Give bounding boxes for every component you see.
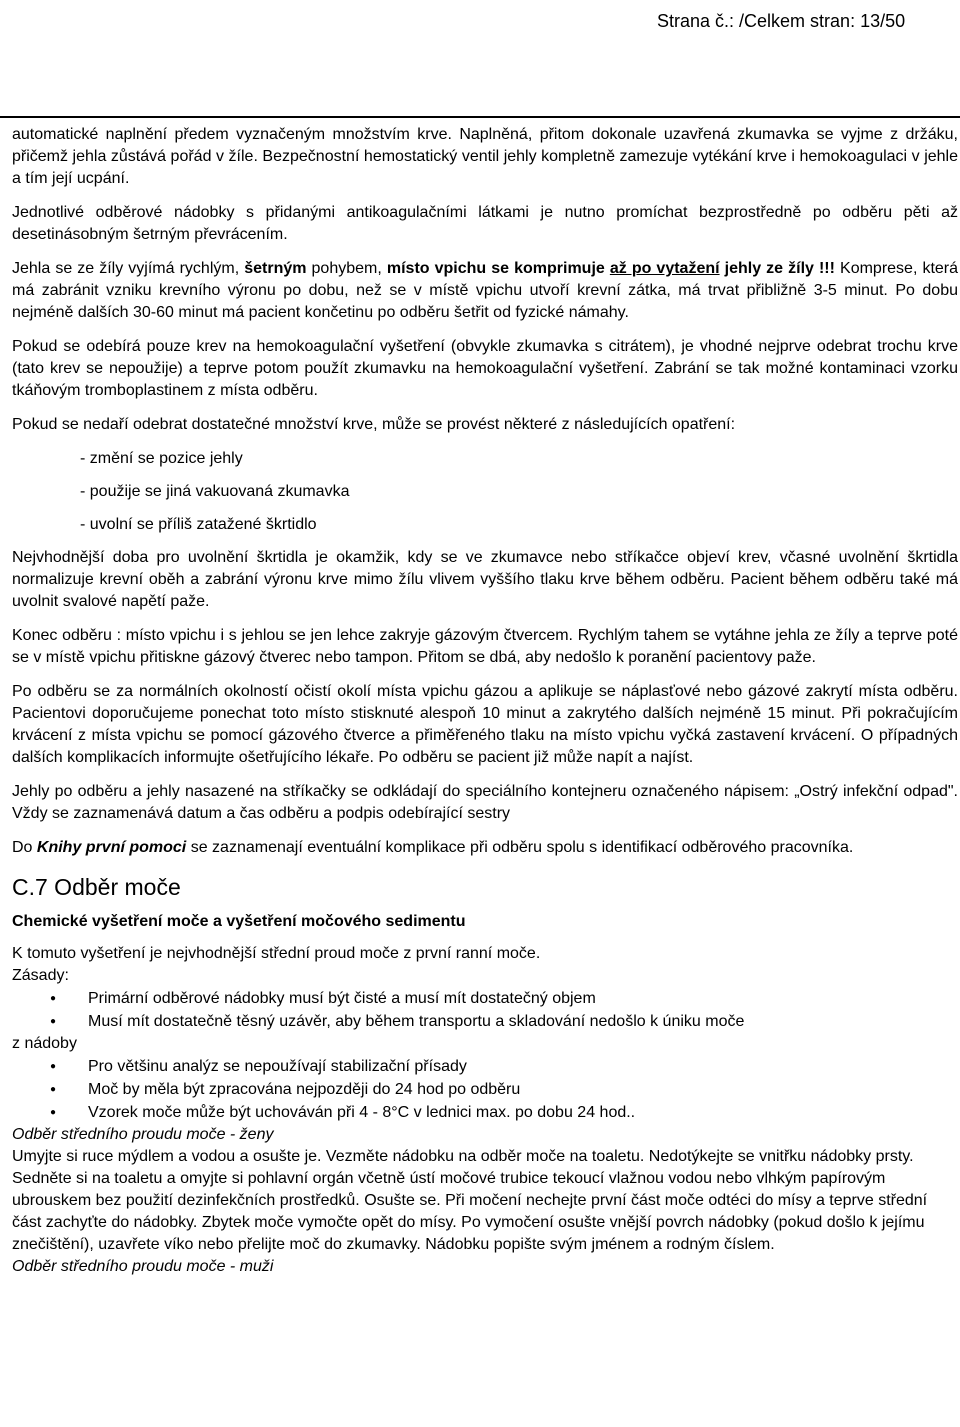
- document-body: [12, 124, 958, 1278]
- page-header: [0, 0, 960, 118]
- list-item: ● Musí mít dostatečně těsný uzávěr, aby během transportu a skladování nedošlo k úniku moče: [12, 1010, 958, 1033]
- list-item: - uvolní se příliš zatažené škrtidlo: [80, 516, 317, 533]
- org-city: 272 80 Kladno: [12, 69, 134, 89]
- header-organization: [12, 22, 271, 91]
- header-page-info: [657, 10, 905, 102]
- org-street: Huťská 211: [12, 46, 109, 66]
- text-run: pohybem,: [306, 260, 387, 277]
- text-run: Jehla se ze žíly vyjímá rychlým,: [12, 260, 245, 277]
- women-heading: Odběr středního proudu moče - ženy: [12, 1126, 274, 1143]
- paragraph: Konec odběru : místo vpichu i s jehlou se jen lehce zakryje gázovým čtvercem. Rychlým tahem se vytáhne jehla ze žíly a teprve poté se v místě vpichu přitiskne gázový čtverec nebo tampon. Přitom se dbá, aby nedošlo k poranění pacientovy paže.: [12, 627, 958, 666]
- paragraph: Po odběru se za normálních okolností očistí okolí místa vpichu gázou a aplikuje se náplasťové nebo gázové zakrytí místa odběru. Pacientovi doporučujeme ponechat toto místo stisknuté alespoň 10 minut a zakrytého dalších nejméně 15 minut. Při pokračujícím krvácení z místa vpichu se pomocí gázového čtverce a přiměřeného tlaku na místo vpichu vyčká zastavení krvácení. O případných dalších komplikacích informujte ošetřujícího lékaře. Po odběru se pacient již může napít a najíst.: [12, 683, 958, 766]
- paragraph-first-aid: [12, 837, 958, 859]
- paragraph: Jednotlivé odběrové nádobky s přidanými antikoagulačními látkami je nutno promíchat bezprostředně po odběru pěti až desetinásobným šetrným převrácením.: [12, 204, 958, 243]
- doc-title: LP - Laboratorní příručka: [365, 45, 580, 65]
- list-item: - změní se pozice jehly: [80, 450, 243, 467]
- paragraph: Pokud se odebírá pouze krev na hemokoagulační vyšetření (obvykle zkumavka s citrátem), je vhodné nejprve odebrat trochu krve (tato krev se nepoužije) a teprve potom použít zkumavku na hemokoagulační vyšetření. Zabrání se tak možné kontaminaci vzorku tkáňovým tromboplastinem z místa odběru.: [12, 338, 958, 399]
- paragraph: Pokud se nedaří odebrat dostatečné množství krve, může se provést některé z následujících opatření:: [12, 416, 736, 433]
- text-run-bold: jehly ze žíly !!!: [719, 260, 835, 277]
- text-run: se zaznamenají eventuální komplikace při odběru spolu s identifikací odběrového pracovníka.: [186, 839, 854, 856]
- rules-list: [12, 987, 958, 1033]
- men-heading: Odběr středního proudu moče - muži: [12, 1258, 274, 1275]
- measures-list: [12, 448, 958, 536]
- text-run: Komprese, která má zabránit vzniku krevního výronu po dobu, než se v místě vpichu utvoří krevní zátka, má trvat přibližně 3-5 minut. Po dobu nejméně dalších 30-60 minut má pacient končetinu po odběru šetřit od fyzické námahy.: [12, 260, 959, 321]
- org-name: P-P Klinika Kladno, spol. s r.o.: [12, 23, 271, 43]
- list-item: - použije se jiná vakuovaná zkumavka: [80, 483, 350, 500]
- rules-label: Zásady:: [12, 967, 69, 984]
- text-run-bold: šetrným: [244, 260, 307, 277]
- replaces-page: Nahrazuje stranu č.:: [657, 80, 819, 100]
- list-item: ● Primární odběrové nádobky musí být čisté a musí mít dostatečný objem: [12, 987, 958, 1010]
- header-divider: [0, 116, 960, 118]
- wrapped-text: z nádoby: [12, 1035, 77, 1052]
- change-number: Změna č.:: [657, 34, 738, 54]
- rules-list-continued: [12, 1055, 958, 1124]
- text-run-underlined: až po vytažení: [609, 260, 720, 277]
- paragraph: automatické naplnění předem vyznačeným množstvím krve. Naplněná, přitom dokonale uzavřená zkumavka se vyjme z držáku, přičemž jehla zůstává pořád v žíle. Bezpečnostní hemostatický ventil jehly kompletně zamezuje vytékání krve i hemokoagulaci v jehle a tím její ucpání.: [12, 126, 958, 187]
- list-item: ● Vzorek moče může být uchováván při 4 - 8°C v lednici max. po dobu 24 hod..: [12, 1101, 958, 1124]
- paragraph: Nejvhodnější doba pro uvolnění škrtidla je okamžik, kdy se ve zkumavce nebo stříkačce objeví krev, včasné uvolnění škrtidla normalizuje krevní oběh a zabrání výronu krve mimo žílu vlivem vyššího tlaku krve během odběru. Pacient během odběru také má uvolnit svalové napětí paže.: [12, 549, 958, 610]
- women-instructions: Umyjte si ruce mýdlem a vodou a osušte je. Vezměte nádobku na odběr moče na toaletu. Nedotýkejte se vnitřku nádobky prsty. Sedněte si na toaletu a omyjte si pohlavní orgán včetně ústí močové trubice tekoucí vlažnou vodou nebo vlhkým papírovým ubrouskem bez použití dezinfekčních prostředků. Osušte se. Při močení nechejte první část moče odtéci do mísy a teprve střední část zachyťte do nádobky. Zbytek moče vymočte opět do mísy. Po vymočení osušte vnější povrch nádobky (pokud došlo k jejímu znečištění), uzavřete víko nebo přelijte moč do zkumavky. Nádobku popište svým jménem a rodným číslem.: [12, 1148, 928, 1253]
- change-date: Datum změny:: [657, 57, 774, 77]
- paragraph-needle-removal: [12, 258, 958, 324]
- text-run-bold: místo vpichu se komprimuje: [386, 260, 610, 277]
- section-subtitle: Chemické vyšetření moče a vyšetření močového sedimentu: [12, 913, 466, 930]
- page-number: Strana č.: /Celkem stran: 13/50: [657, 11, 906, 31]
- paragraph: Jehly po odběru a jehly nasazené na stříkačky se odkládají do speciálního kontejneru označeného nápisem: „Ostrý infekční odpad". Vždy se zaznamenává datum a čas odběru a podpis odebírající sestry: [12, 783, 958, 822]
- section-title: C.7 Odběr moče: [12, 874, 181, 900]
- list-item: ● Moč by měla být zpracována nejpozději do 24 hod po odběru: [12, 1078, 958, 1101]
- intro-text: K tomuto vyšetření je nejvhodnější střední proud moče z první ranní moče.: [12, 945, 541, 962]
- text-run: Do: [12, 839, 37, 856]
- list-item: ● Pro většinu analýz se nepoužívají stabilizační přísady: [12, 1055, 958, 1078]
- text-run-bold-italic: Knihy první pomoci: [36, 839, 187, 856]
